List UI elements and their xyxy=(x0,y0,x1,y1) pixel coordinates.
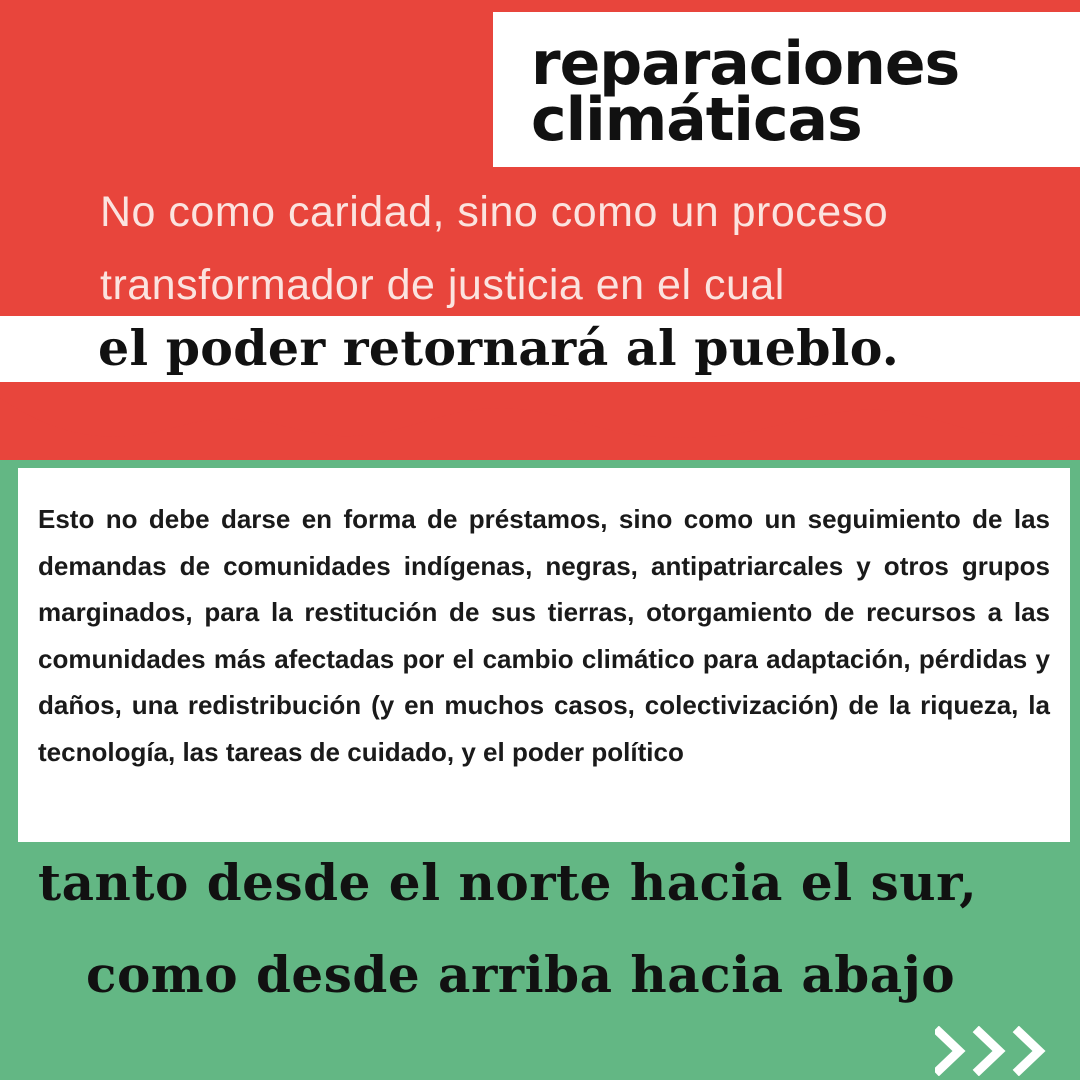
wave-divider xyxy=(0,378,1080,468)
title-box xyxy=(493,12,1080,167)
emphasis-text: el poder retornará al pueblo. xyxy=(98,319,900,377)
closing-line-2: como desde arriba hacia abajo xyxy=(86,945,956,1004)
closing-line-1: tanto desde el norte hacia el sur, xyxy=(38,853,978,912)
title-line-2: climáticas xyxy=(531,85,862,155)
body-box xyxy=(18,468,1070,842)
body-paragraph: Esto no debe darse en forma de préstamos, sino como un seguimiento de las demandas de comunidades indígenas, negras, antipatriarcales y otros grupos marginados, para la restitución de sus tierras, otorgamiento de recursos a las comunidades más afectadas por el cambio climático para adaptación, pérdidas y daños, una redistribución (y en muchos casos, colectivización) de la riqueza, la tecnología, las tareas de cuidado, y el poder político xyxy=(38,504,1050,767)
triple-chevron-right-icon xyxy=(935,1026,1065,1076)
intro-line-1: No como caridad, sino como un proceso xyxy=(100,188,889,236)
emphasis-band xyxy=(0,316,1080,382)
title-line-1: reparaciones xyxy=(531,29,960,99)
intro-line-2: transformador de justicia en el cual xyxy=(100,261,785,309)
